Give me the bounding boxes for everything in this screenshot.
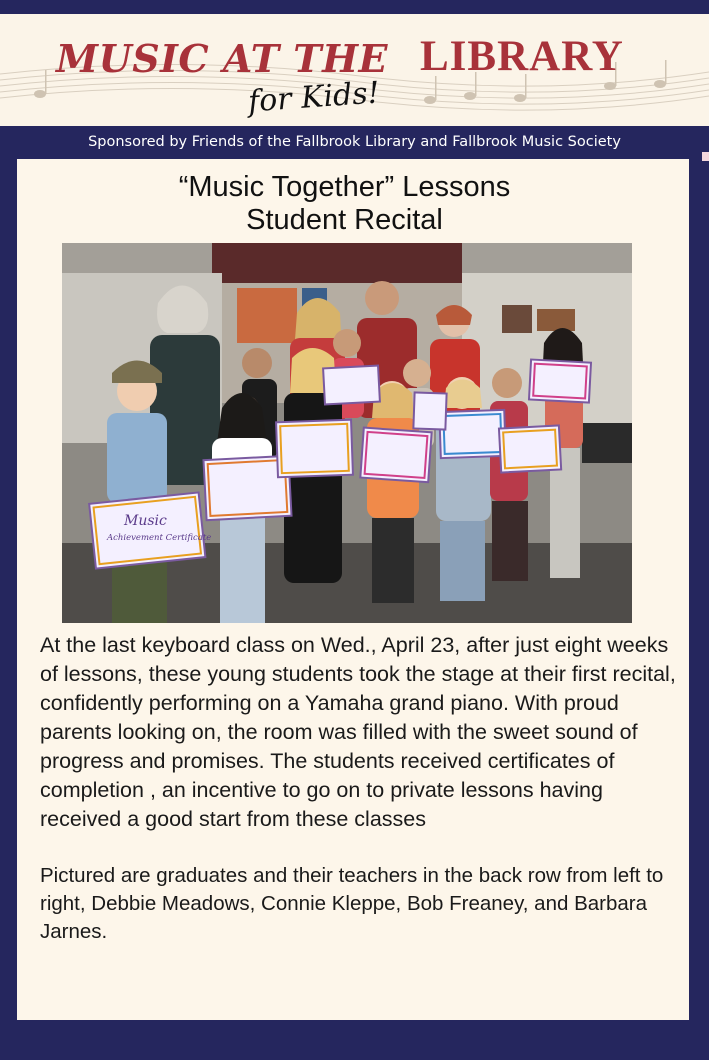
article-body xyxy=(40,631,680,946)
article-heading-line1: “Music Together” Lessons xyxy=(178,171,511,203)
article-heading xyxy=(17,171,672,237)
group-photo-illustration xyxy=(62,243,632,623)
banner xyxy=(0,14,709,126)
article-heading-line2: Student Recital xyxy=(246,204,443,236)
sponsor-line: Sponsored by Friends of the Fallbrook Library and Fallbrook Music Society xyxy=(88,134,621,150)
banner-subtitle: for Kids! xyxy=(246,75,381,120)
article-card xyxy=(17,159,689,1020)
banner-title-left: MUSIC AT THE xyxy=(56,36,388,81)
group-photo xyxy=(62,243,632,623)
article-paragraph-2: Pictured are graduates and their teachers in the back row from left to right, Debbie Meadows, Connie Kleppe, Bob Freaney, and Barbara Jarnes. xyxy=(40,864,664,943)
edge-mark xyxy=(702,152,709,161)
article-paragraph-1: At the last keyboard class on Wed., April 23, after just eight weeks of lessons, these young students took the stage at their first recital, confidently performing on a Yamaha grand piano. With proud parents looking on, the room was filled with the sweet sound of progress and promises. The students received certificates of completion , an incentive to go on to private lessons having received a good start from these classes xyxy=(40,633,676,831)
certificate-subtitle: Achievement Certificate xyxy=(107,533,212,543)
banner-title-right: LIBRARY xyxy=(420,33,624,80)
certificate-title: Music xyxy=(124,513,167,529)
